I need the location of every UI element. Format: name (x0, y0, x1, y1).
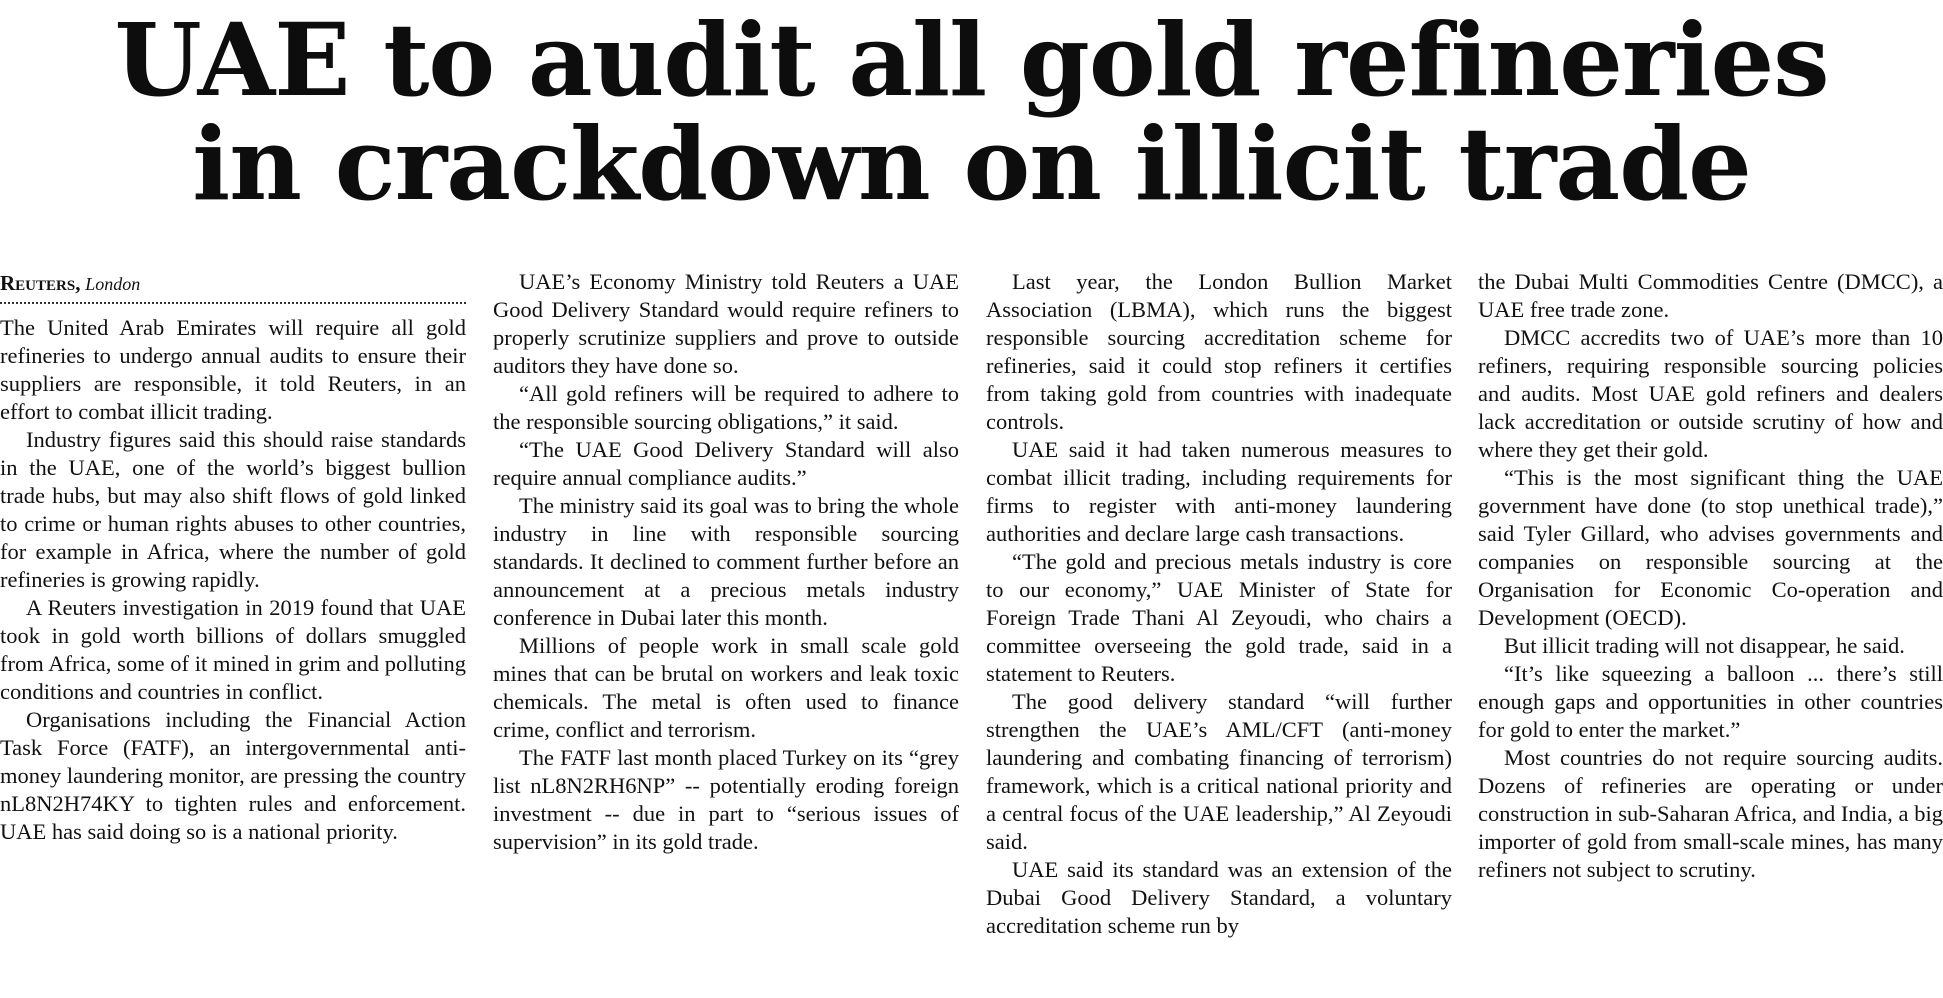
paragraph: The good delivery standard “will further strengthen the UAE’s AML/CFT (anti-money laundering and combating financing of terrorism) framework, which is a critical national priority and a central focus of the UAE leadership,” Al Zeyoudi said. (986, 689, 1452, 854)
article-column-4 (1478, 268, 1943, 884)
byline-agency: Reuters, (0, 271, 81, 295)
paragraph: Most countries do not require sourcing audits. Dozens of refineries are operating or under construction in sub-Saharan Africa, and India, a big importer of gold from small-scale mines, has many refiners not subject to scrutiny. (1478, 745, 1943, 882)
paragraph: “The UAE Good Delivery Standard will also require annual compliance audits.” (493, 437, 959, 490)
article-column-1 (0, 268, 466, 846)
paragraph: Millions of people work in small scale gold mines that can be brutal on workers and leak toxic chemicals. The metal is often used to finance crime, conflict and terrorism. (493, 633, 959, 742)
paragraph: But illicit trading will not disappear, he said. (1504, 633, 1905, 658)
paragraph: Last year, the London Bullion Market Association (LBMA), which runs the biggest responsible sourcing accreditation scheme for refineries, said it could stop refiners it certifies from taking gold from countries with inadequate controls. (986, 269, 1452, 434)
paragraph: “All gold refiners will be required to adhere to the responsible sourcing obligations,” it said. (493, 381, 959, 434)
byline (0, 268, 466, 304)
headline-line-2: in crackdown on illicit trade (192, 105, 1751, 223)
paragraph: UAE said it had taken numerous measures to combat illicit trading, including requirements for firms to register with anti-money laundering authorities and declare large cash transactions. (986, 437, 1452, 546)
headline (0, 1, 1943, 223)
paragraph: Organisations including the Financial Action Task Force (FATF), an intergovernmental anti-money laundering monitor, are pressing the country nL8N2H74KY to tighten rules and enforcement. UAE has said doing so is a national priority. (0, 707, 466, 844)
paragraph: Industry figures said this should raise standards in the UAE, one of the world’s biggest bullion trade hubs, but may also shift flows of gold linked to crime or human rights abuses to other countries, for example in Africa, where the number of gold refineries is growing rapidly. (0, 427, 466, 592)
paragraph: The ministry said its goal was to bring the whole industry in line with responsible sourcing standards. It declined to comment further before an announcement at a precious metals industry conference in Dubai later this month. (493, 493, 959, 630)
paragraph: The FATF last month placed Turkey on its “grey list nL8N2RH6NP” -- potentially eroding foreign investment -- due in part to “serious issues of supervision” in its gold trade. (493, 745, 959, 854)
paragraph: UAE’s Economy Ministry told Reuters a UAE Good Delivery Standard would require refiners to properly scrutinize suppliers and prove to outside auditors they have done so. (493, 269, 959, 378)
article-column-2 (493, 268, 959, 856)
paragraph: “It’s like squeezing a balloon ... there’s still enough gaps and opportunities in other countries for gold to enter the market.” (1478, 661, 1943, 742)
byline-location: London (85, 274, 141, 294)
paragraph: The United Arab Emirates will require all gold refineries to undergo annual audits to ensure their suppliers are responsible, it told Reuters, in an effort to combat illicit trading. (0, 315, 466, 424)
paragraph: UAE said its standard was an extension of the Dubai Good Delivery Standard, a voluntary accreditation scheme run by (986, 857, 1452, 938)
paragraph: DMCC accredits two of UAE’s more than 10 refiners, requiring responsible sourcing policies and audits. Most UAE gold refiners and dealers lack accreditation or outside scrutiny of how and where they get their gold. (1478, 325, 1943, 462)
headline-line-1: UAE to audit all gold refineries (114, 1, 1829, 119)
article-column-3 (986, 268, 1452, 940)
paragraph: “The gold and precious metals industry is core to our economy,” UAE Minister of State for Foreign Trade Thani Al Zeyoudi, who chairs a committee overseeing the gold trade, said in a statement to Reuters. (986, 549, 1452, 686)
paragraph: “This is the most significant thing the UAE government have done (to stop unethical trade),” said Tyler Gillard, who advises governments and companies on responsible sourcing at the Organisation for Economic Co-operation and Development (OECD). (1478, 465, 1943, 630)
paragraph: A Reuters investigation in 2019 found that UAE took in gold worth billions of dollars smuggled from Africa, some of it mined in grim and polluting conditions and countries in conflict. (0, 595, 466, 704)
paragraph: the Dubai Multi Commodities Centre (DMCC), a UAE free trade zone. (1478, 269, 1943, 322)
